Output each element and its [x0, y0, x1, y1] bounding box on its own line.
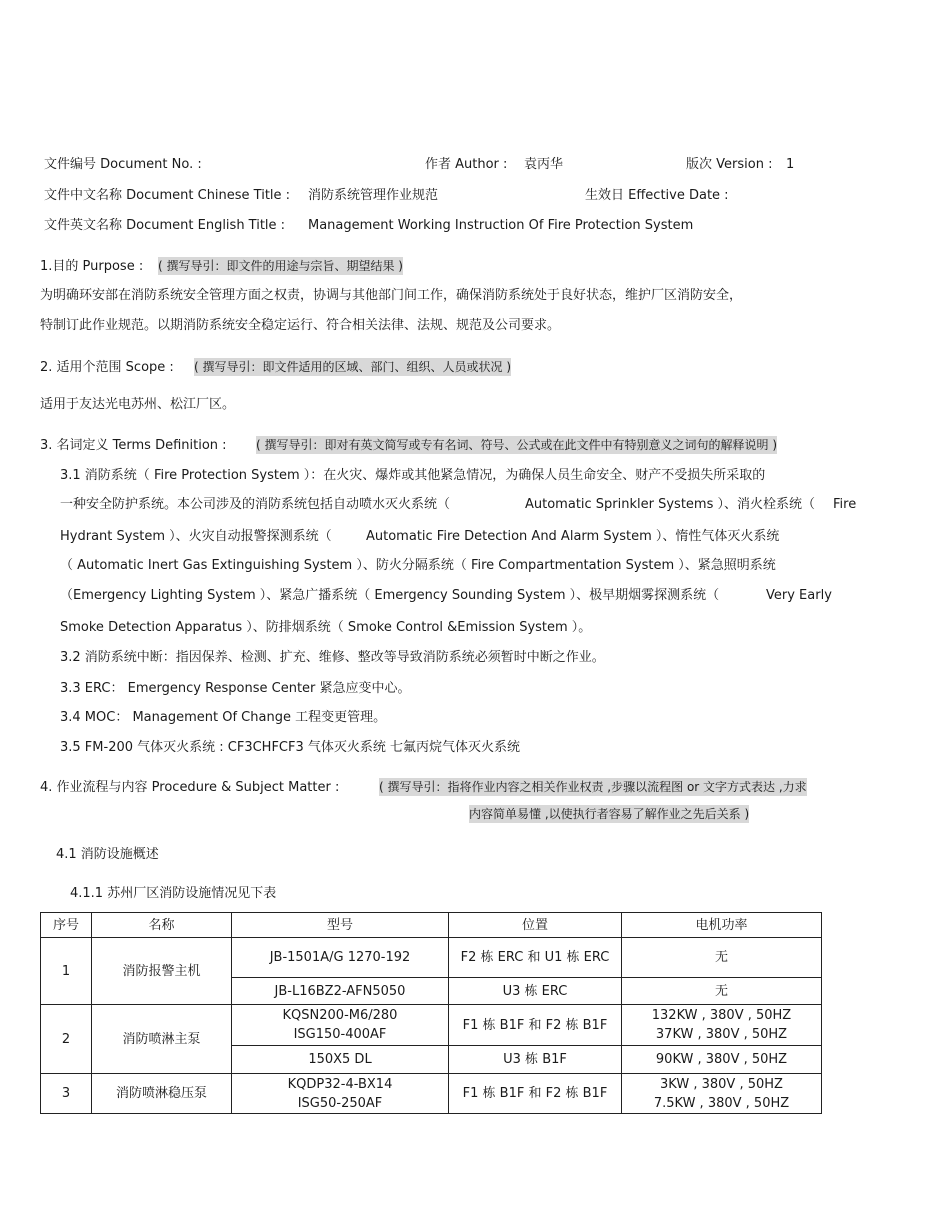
version-label: 版次 Version : — [686, 157, 773, 172]
scope-heading: 2. 适用个范围 Scope : — [40, 360, 174, 375]
row3-model — [232, 1074, 449, 1114]
header-location: 位置 — [449, 913, 622, 938]
row2b-location: U3 栋 B1F — [449, 1046, 622, 1074]
row3-power-line1: 3KW , 380V , 50HZ — [660, 1076, 783, 1092]
row3-power-line2: 7.5KW , 380V , 50HZ — [653, 1095, 790, 1111]
term-3-1-line5b: Very Early — [766, 588, 832, 603]
row2-no: 2 — [41, 1005, 92, 1074]
table-header-row — [41, 913, 822, 938]
term-3-1-line6: Smoke Detection Apparatus ）、防排烟系统（ Smoke Control &Emission System ）。 — [60, 620, 592, 635]
term-3-1-line2a: 一种安全防护系统。本公司涉及的消防系统包括自动喷水灭火系统（ — [60, 497, 451, 512]
row2a-power-line2: 37KW , 380V , 50HZ — [655, 1027, 788, 1042]
row3-model-line1: KQDP32-4-BX14 — [287, 1076, 393, 1092]
term-3-1-line2b: Automatic Sprinkler Systems ）、消火栓系统（ — [525, 497, 815, 512]
purpose-guide: ( 撰写导引：即文件的用途与宗旨、期望结果 ) — [158, 259, 403, 273]
scope-text: 适用于友达光电苏州、松江厂区。 — [40, 397, 236, 412]
cn-title-label: 文件中文名称 Document Chinese Title : — [44, 188, 291, 203]
procedure-heading: 4. 作业流程与内容 Procedure & Subject Matter : — [40, 780, 340, 795]
row2b-model: 150X5 DL — [232, 1046, 449, 1074]
row1a-power: 无 — [622, 938, 822, 978]
terms-guide: ( 撰写导引：即对有英文简写或专有名词、符号、公式或在此文件中有特别意义之词句的解释说明 ) — [256, 438, 777, 452]
purpose-text-1: 为明确环安部在消防系统安全管理方面之权责，协调与其他部门间工作，确保消防系统处于良好状态，维护厂区消防安全， — [40, 288, 743, 303]
header-name: 名称 — [92, 913, 232, 938]
row3-model-line2: ISG50-250AF — [297, 1095, 383, 1111]
term-3-5: 3.5 FM-200 气体灭火系统 : CF3CHFCF3 气体灭火系统 七氟丙烷气体灭火系统 — [60, 740, 521, 755]
procedure-guide-line1: ( 撰写导引：指将作业内容之相关作业权责 ,步骤以流程图 or 文字方式表达 ,力求 — [379, 780, 807, 794]
term-3-2: 3.2 消防系统中断：指因保养、检测、扩充、维修、整改等导致消防系统必须暂时中断之作业。 — [60, 650, 605, 665]
effective-date-label: 生效日 Effective Date : — [585, 188, 729, 203]
term-3-1-line2c: Fire — [833, 497, 857, 512]
header-model: 型号 — [232, 913, 449, 938]
term-3-1-line4: （ Automatic Inert Gas Extinguishing System ）、防火分隔系统（ Fire Compartmentation System ）、紧急照明系统 — [60, 558, 776, 573]
table-row — [41, 1074, 822, 1114]
header-power: 电机功率 — [622, 913, 822, 938]
en-title-value: Management Working Instruction Of Fire Protection System — [308, 218, 694, 233]
row2a-power-line1: 132KW , 380V , 50HZ — [651, 1008, 792, 1023]
purpose-heading: 1.目的 Purpose : — [40, 259, 144, 274]
row2a-model-line1: KQSN200-M6/280 — [282, 1008, 398, 1023]
term-3-3: 3.3 ERC： Emergency Response Center 紧急应变中心。 — [60, 681, 411, 696]
row2-name: 消防喷淋主泵 — [92, 1005, 232, 1074]
row3-name: 消防喷淋稳压泵 — [92, 1074, 232, 1114]
term-3-1-line5a: （Emergency Lighting System ）、紧急广播系统（ Emergency Sounding System ）、极早期烟雾探测系统（ — [60, 588, 720, 603]
doc-no-label: 文件编号 Document No. : — [44, 157, 202, 172]
procedure-guide-line2: 内容简单易懂 ,以使执行者容易了解作业之先后关系 ) — [469, 807, 750, 821]
row3-location: F1 栋 B1F 和 F2 栋 B1F — [449, 1074, 622, 1114]
version-value: 1 — [786, 157, 795, 172]
subsection-4-1: 4.1 消防设施概述 — [56, 847, 159, 862]
subsection-4-1-1: 4.1.1 苏州厂区消防设施情况见下表 — [70, 886, 277, 901]
row1-no: 1 — [41, 938, 92, 1005]
row1b-model: JB-L16BZ2-AFN5050 — [232, 978, 449, 1005]
purpose-text-2: 特制订此作业规范。以期消防系统安全稳定运行、符合相关法律、法规、规范及公司要求。 — [40, 318, 561, 333]
row2a-model — [232, 1005, 449, 1046]
term-3-1-line3b: Automatic Fire Detection And Alarm System ）、惰性气体灭火系统 — [366, 529, 780, 544]
header-no: 序号 — [41, 913, 92, 938]
row3-no: 3 — [41, 1074, 92, 1114]
terms-heading: 3. 名词定义 Terms Definition : — [40, 438, 227, 453]
row1b-power: 无 — [622, 978, 822, 1005]
table-row — [41, 938, 822, 978]
row1-name: 消防报警主机 — [92, 938, 232, 1005]
author-label: 作者 Author : — [425, 157, 508, 172]
row2a-power — [622, 1005, 822, 1046]
term-3-4: 3.4 MOC： Management Of Change 工程变更管理。 — [60, 710, 387, 725]
row1a-location: F2 栋 ERC 和 U1 栋 ERC — [449, 938, 622, 978]
facilities-table — [40, 912, 822, 1114]
term-3-1-line1: 3.1 消防系统（ Fire Protection System ）：在火灾、爆炸或其他紧急情况，为确保人员生命安全、财产不受损失所采取的 — [60, 468, 766, 483]
scope-guide: ( 撰写导引：即文件适用的区域、部门、组织、人员或状况 ) — [194, 360, 511, 374]
term-3-1-line3a: Hydrant System ）、火灾自动报警探测系统（ — [60, 529, 332, 544]
cn-title-value: 消防系统管理作业规范 — [308, 188, 439, 203]
row2b-power: 90KW , 380V , 50HZ — [622, 1046, 822, 1074]
author-value: 袁丙华 — [524, 157, 564, 172]
table-row — [41, 1005, 822, 1046]
row3-power — [622, 1074, 822, 1114]
row2a-location: F1 栋 B1F 和 F2 栋 B1F — [449, 1005, 622, 1046]
en-title-label: 文件英文名称 Document English Title : — [44, 218, 286, 233]
row1a-model: JB-1501A/G 1270-192 — [232, 938, 449, 978]
row2a-model-line2: ISG150-400AF — [293, 1027, 387, 1042]
row1b-location: U3 栋 ERC — [449, 978, 622, 1005]
